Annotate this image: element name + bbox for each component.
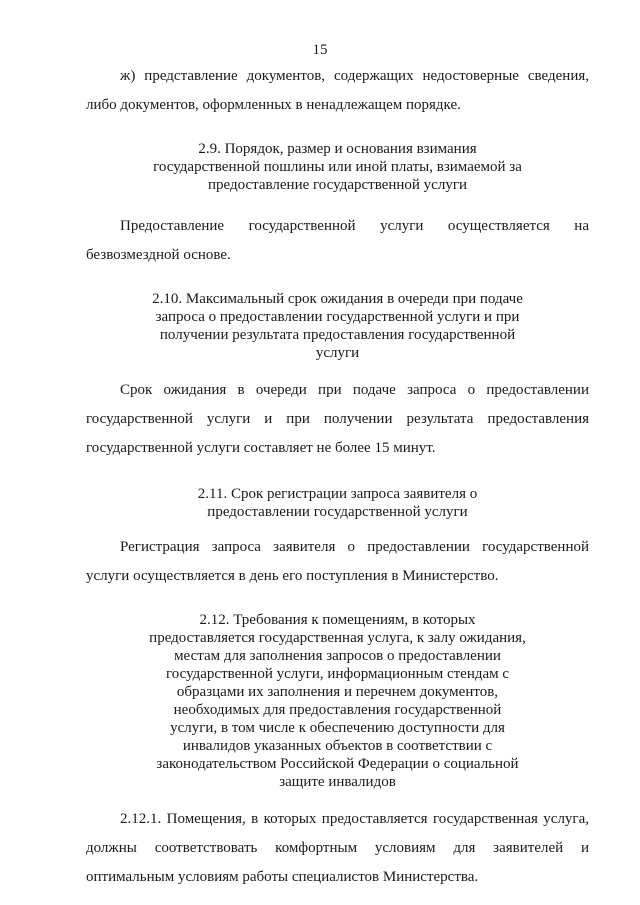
page-number: 15 bbox=[312, 42, 328, 58]
paragraph-2-11: Регистрация запроса заявителя о предоставлении государственной услуги осуществляется в день его поступления в Министерство. bbox=[86, 539, 589, 584]
heading-line: предоставление государственной услуги bbox=[207, 177, 467, 193]
paragraph-item-zh: ж) представление документов, содержащих недостоверные сведения, либо документов, оформленных в ненадлежащем порядке. bbox=[86, 68, 589, 113]
heading-line: законодательством Российской Федерации о социальной bbox=[156, 756, 519, 772]
heading-line: 2.9. Порядок, размер и основания взимания bbox=[198, 141, 477, 157]
heading-line: запроса о предоставлении государственной услуги и при bbox=[155, 309, 520, 325]
heading-line: необходимых для предоставления государственной bbox=[173, 702, 502, 718]
heading-line: 2.12. Требования к помещениям, в которых bbox=[199, 612, 476, 628]
section-heading-2-12 bbox=[86, 611, 589, 791]
heading-line: услуги, в том числе к обеспечению доступности для bbox=[170, 720, 505, 736]
heading-line: предоставляется государственная услуга, к залу ожидания, bbox=[149, 630, 526, 646]
heading-line: защите инвалидов bbox=[279, 774, 396, 790]
heading-line: местам для заполнения запросов о предоставлении bbox=[174, 648, 501, 664]
section-heading-2-9 bbox=[86, 140, 589, 194]
heading-line: 2.10. Максимальный срок ожидания в очереди при подаче bbox=[152, 291, 523, 307]
heading-line: 2.11. Срок регистрации запроса заявителя о bbox=[197, 486, 478, 502]
section-heading-2-11 bbox=[86, 485, 589, 521]
document-body bbox=[86, 62, 589, 892]
paragraph-2-9: Предоставление государственной услуги осуществляется на безвозмездной основе. bbox=[86, 218, 589, 263]
heading-line: инвалидов указанных объектов в соответствии с bbox=[182, 738, 493, 754]
heading-line: предоставлении государственной услуги bbox=[207, 504, 468, 520]
section-heading-2-10 bbox=[86, 290, 589, 362]
paragraph-2-12-1: 2.12.1. Помещения, в которых предоставляется государственная услуга, должны соответствовать комфортным условиям для заявителей и оптимальным условиям работы специалистов Министерства. bbox=[86, 811, 589, 885]
heading-line: получении результата предоставления государственной bbox=[159, 327, 516, 343]
heading-line: услуги bbox=[315, 345, 360, 361]
heading-line: государственной услуги, информационным стендам с bbox=[165, 666, 510, 682]
heading-line: государственной пошлины или иной платы, взимаемой за bbox=[153, 159, 522, 175]
paragraph-2-10: Срок ожидания в очереди при подаче запроса о предоставлении государственной услуги и при получении результата предоставления государственной услуги составляет не более 15 минут. bbox=[86, 382, 589, 456]
heading-line: образцами их заполнения и перечнем документов, bbox=[176, 684, 499, 700]
